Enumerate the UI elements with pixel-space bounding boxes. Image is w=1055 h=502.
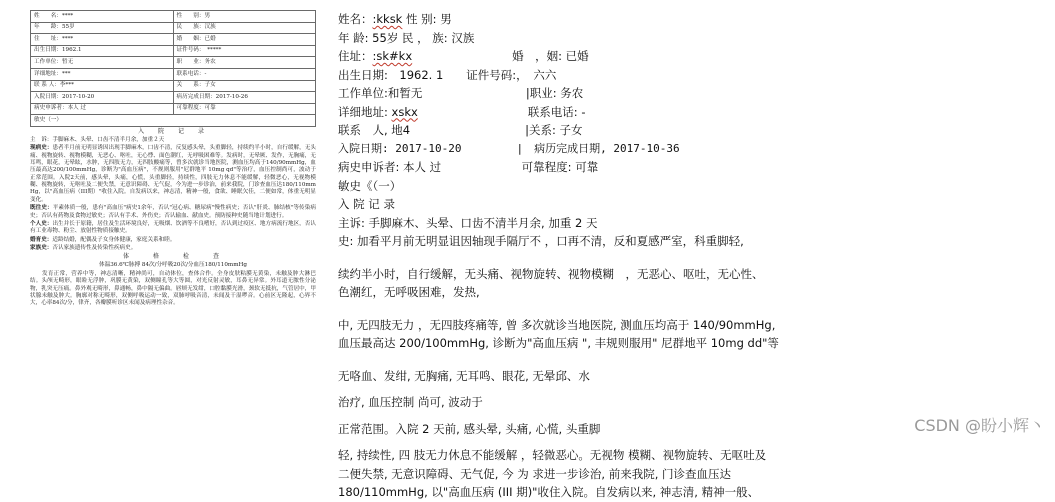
info-cell: 证件号码： *****	[173, 45, 316, 57]
ocr-line-history-10: 二便失禁, 无意识障碍、无气促, 今 为 求进一步诊治, 前来我院, 门诊查血压达	[338, 466, 732, 481]
info-cell: 敏史（一）	[31, 115, 316, 127]
info-row-allergy	[31, 115, 316, 127]
info-cell: 姓 名：****	[31, 11, 174, 23]
info-cell: 住 址：****	[31, 34, 174, 46]
ocr-line-history-3: 色潮红，无呼吸困难，发热,	[338, 285, 480, 299]
info-row	[31, 57, 316, 69]
family-history: 家族史：否认家族遗传性及传染性疾病史。	[30, 245, 137, 252]
scanned-record-image	[30, 10, 316, 444]
info-cell: 性 别：男	[173, 11, 316, 23]
ocr-line-contact: 联系 人, 地4 |关系: 子女	[338, 123, 583, 137]
info-row	[31, 68, 316, 80]
personal-history: 个人史：出生并长于原籍，居住及生活环境良好，无吸烟、饮酒等不良嗜好，否认到过疫区、地方病流行地区，否认有工业毒物、粉尘、放射性物质接触史。	[30, 220, 316, 235]
ocr-line-history-5: 血压最高达 200/100mmHg, 诊断为"高血压病 ", 丰规则服用" 尼群地平 10mg dd"等	[338, 336, 779, 350]
info-cell: 关 系：子女	[173, 80, 316, 92]
csdn-watermark: CSDN @盼小辉丶	[914, 416, 1045, 435]
chief-complaint: 主 诉：手脚麻木、头晕、口齿不清半月余，加重２天	[30, 136, 165, 143]
ocr-line-detail-address: 详细地址: xskx 联系电话: -	[338, 104, 586, 119]
admission-record-title: 入 院 记 录	[137, 127, 208, 135]
ocr-line-history-reporter: 病史申诉者: 本人 过 可靠程度: 可靠	[338, 160, 599, 174]
patient-info-table	[30, 10, 316, 127]
ocr-line-age: 年 龄: 55岁 民 ， 族: 汉族	[338, 30, 475, 45]
exam-vitals: 体温36.6℃脉搏 84次/分呼吸20次/分血压180/110mmHg	[99, 262, 247, 269]
info-row	[31, 34, 316, 46]
info-cell: 详细地址：***	[31, 68, 174, 80]
ocr-line-address: 住址：:sk#kx 婚 ，姻: 已婚	[338, 49, 589, 63]
ocr-line-name: 姓名：:kksk 性 别: 男	[338, 12, 452, 26]
exam-body: 发育正常，营养中等，神志清晰，精神尚可，自动体位，查体合作。全身皮肤粘膜无黄染，未触及肿大淋巴结。头颅无畸形，眼睑无浮肿，巩膜无黄染，双侧瞳孔等大等圆，对光反射灵敏，耳鼻无异常。外耳道无脓性分泌物，乳突无压痛。鼻外观无畸形，鼻通畅，鼻中隔无偏曲。唇颊无发绀，口腔黏膜光滑，颈软无抵抗，气管居中，甲状腺未触及肿大。胸廓对称无畸形，双侧呼吸运动一致，双肺呼吸音清，未闻及干湿啰音。心前区无隆起，心界不大，心率84次/分，律齐，各瓣膜听诊区未闻及病理性杂音。	[30, 270, 316, 307]
ocr-transcription	[338, 10, 1038, 499]
ocr-line-history-9: 轻, 持续性, 四 肢无力休息不能缓解 ，轻微恶心。无视物 模糊、视物旋转、无呕吐及	[338, 448, 767, 462]
info-row	[31, 45, 316, 57]
ocr-line-work: 工作单位:和暂无 |职业: 务农	[338, 86, 584, 100]
info-row	[31, 80, 316, 92]
info-cell: 婚 姻：已婚	[173, 34, 316, 46]
ocr-line-history-1: 史: 加看平月前无明显诅因轴现手隔厅不 ，口再不清，反和夏感严室，科重脚轻,	[338, 234, 744, 248]
ocr-line-history-4: 中, 无四肢无力 ，无四肢疼痛等, 曾 多次就诊当地医院, 测血压均高于 140/90mmHg,	[338, 317, 776, 332]
info-cell: 年 龄：55岁	[31, 22, 174, 34]
ocr-line-history-6: 无咯血、发绀, 无胸痛, 无耳鸣、眼花, 无晕邱、水	[338, 368, 590, 383]
ocr-line-history-11: 180/110mmHg, 以"高血压病 (III 期)"收住入院。自发病以来, 神志清, 精神一般、	[338, 485, 760, 499]
ocr-line-dates: 入院日期: 2017-10-20 | 病历完成日期, 2017-10-36	[338, 141, 680, 155]
info-cell: 工作单位：暂无	[31, 57, 174, 69]
info-cell: 职 业：务农	[173, 57, 316, 69]
info-cell: 可靠程度：可靠	[173, 103, 316, 115]
ocr-line-record-title: 入 院 记 录	[338, 197, 395, 211]
ocr-line-history-7: 治疗, 血压控制 尚可, 波动于	[338, 395, 483, 409]
past-history: 既往史：平素体质一般，患有"高血压"病史1余年，否认"冠心病、糖尿病"慢性病史；否认"肝炎、肺结核"等传染病史；否认有药物及食物过敏史；否认有手术、外伤史；否认输血、献血史。预防接种史随当地计划进行。	[30, 205, 316, 219]
present-illness: 现病史：患者半月前无明显诱因出现手脚麻木，口齿不清，反复感头晕，头重脚轻，持续约半小时，自行缓解，无头痛、视物旋转、视物模糊，无恶心、呕吐，无心悸、面色潮红，无呼吸困难等。发病时，无晕厥、发作，无胸痛，无耳鸣，眼花，无晕眩，水肿，无四肢无力，无四肢酸痛等，曾多次就诊当地医院，测血压均高于140/90mmHg，血压最高达200/100mmHg，诊断为"高血压病"，不规则服用"尼群地平 10mg qd"等治疗，血压控制尚可，波动于正常范围。入院2天前，感头晕，头痛，心慌，头重脚轻，持续性，四肢无力休息不能缓解，轻微恶心，无视物模糊、视物旋转，无呕吐及二便失禁，无意识障碍、无气促，今为进一步诊治，前来我院，门诊查血压达180/110mmHg，以"高血压病（III期）"收住入院。自发病以来，神志清，精神一般，食欲、睡眠欠佳，二便如常，体重无明显变化。	[30, 145, 316, 203]
info-cell: 民 族：汉族	[173, 22, 316, 34]
ocr-line-birth: 出生日期: 1962. 1 证件号码:， 六六	[338, 67, 557, 82]
info-cell: 出生日期：1962.1	[31, 45, 174, 57]
info-row	[31, 92, 316, 104]
info-cell: 联 系 人：李***	[31, 80, 174, 92]
ocr-line-allergy: 敏史《（一）	[338, 178, 402, 193]
marital-history: 婚育史：适龄结婚，配偶及子女身体健康，家庭关系和睦。	[30, 236, 176, 243]
info-row	[31, 11, 316, 23]
physical-exam-title: 体 格 检 查	[122, 253, 223, 261]
info-cell: 病史申诉者：本人 过	[31, 103, 174, 115]
ocr-line-chief-complaint: 主诉: 手脚麻木、头晕、口齿不清半月余, 加重 2 天	[338, 215, 598, 230]
info-row	[31, 22, 316, 34]
info-cell: 病历完成日期：2017-10-26	[173, 92, 316, 104]
info-cell: 入院日期：2017-10-20	[31, 92, 174, 104]
info-row	[31, 103, 316, 115]
ocr-line-history-2: 续约半小时，自行缓解，无头痛、视物旋转、视物模糊 ，无恶心、呕吐，无心性、	[338, 266, 764, 281]
ocr-line-history-8: 正常范围。入院 2 天前, 感头晕, 头痛, 心慌, 头重脚	[338, 421, 601, 436]
info-cell: 联系电话：-	[173, 68, 316, 80]
